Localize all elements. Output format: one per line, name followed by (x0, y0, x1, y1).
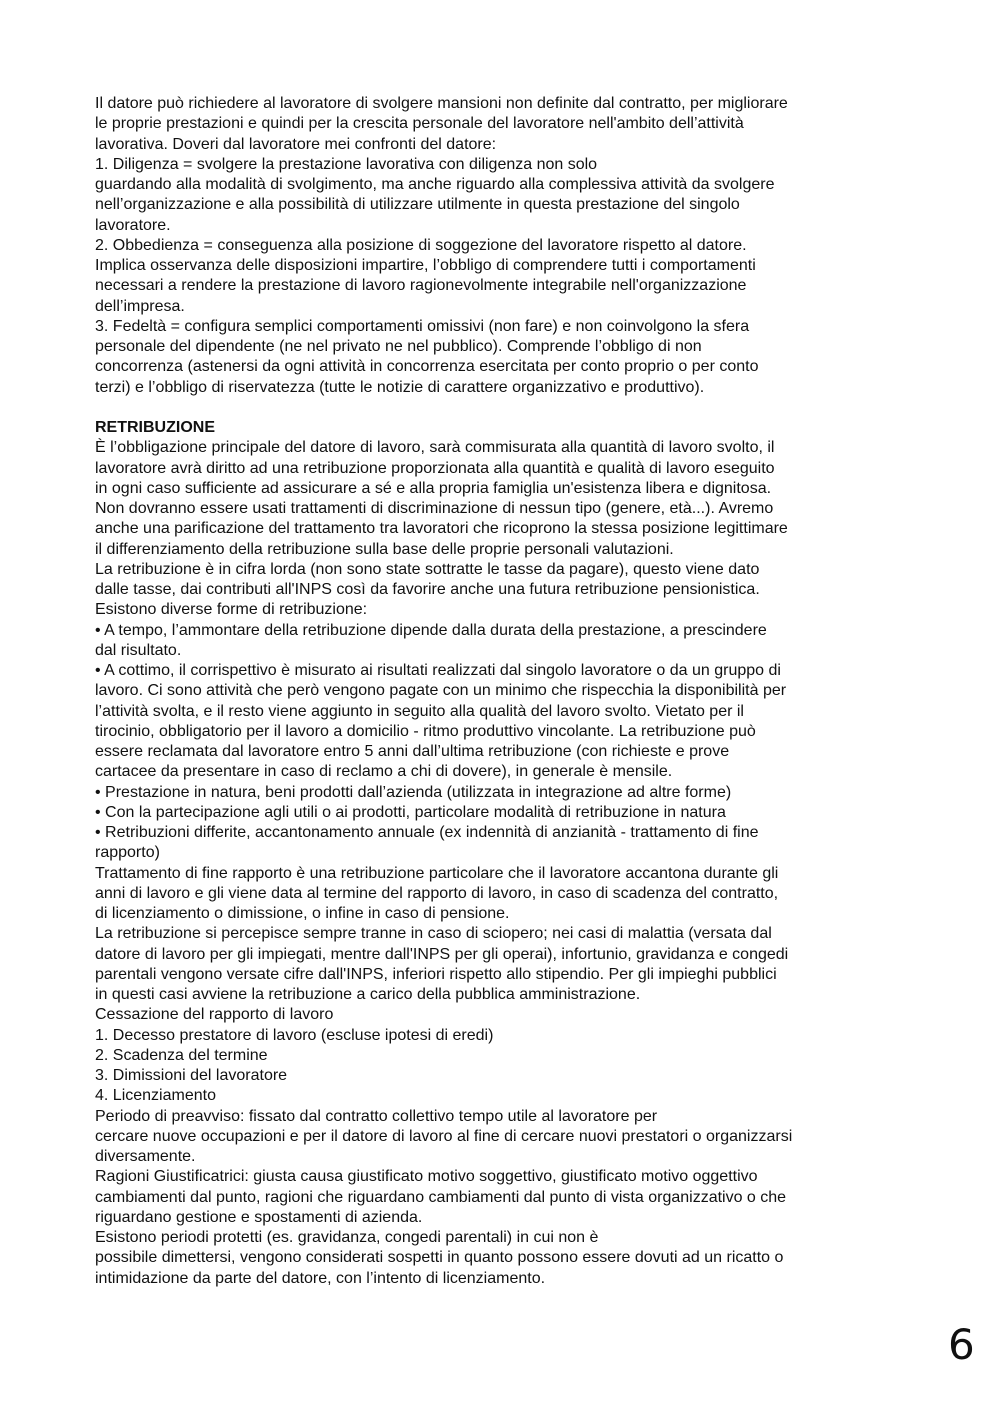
section-line: cambiamenti dal punto, ragioni che riguardano cambiamenti dal punto di vista organizzativo o che (95, 1188, 787, 1206)
section-line: rapporto) (95, 844, 160, 862)
section-line: riguardano gestione e spostamenti di azienda. (95, 1208, 423, 1226)
section-line: Esistono periodi protetti (es. gravidanza, congedi parentali) in cui non è (95, 1229, 599, 1246)
section-line: • A tempo, l’ammontare della retribuzione dipende dalla durata della prestazione, a prescindere (95, 621, 767, 639)
intro-line: lavoratore. (95, 216, 171, 234)
page-number: 6 (948, 1320, 975, 1369)
section-line: l’attività svolta, e il resto viene aggiunto in seguito alla qualità del lavoro svolto. Vietato per il (95, 702, 744, 720)
section-line: di licenziamento o dimissione, o infine in caso di pensione. (95, 905, 510, 922)
section-line: intimidazione da parte del datore, con l’intento di licenziamento. (95, 1269, 546, 1287)
section-line: cartacee da presentare in caso di reclamo a chi di dovere), in generale è mensile. (95, 763, 673, 781)
section-line: Trattamento di fine rapporto è una retribuzione particolare che il lavoratore accantona durante gli (95, 864, 779, 882)
section-line: • Retribuzioni differite, accantonamento annuale (ex indennità di anzianità - trattamento di fine (95, 824, 759, 841)
intro-line: necessari a rendere la prestazione di lavoro ragionevolmente integrabile nell'organizzazione (95, 277, 747, 295)
section-line: Non dovranno essere usati trattamenti di discriminazione di nessun tipo (genere, età...). Avremo (95, 500, 774, 517)
section-line: • Con la partecipazione agli utili o ai prodotti, particolare modalità di retribuzione in natura (95, 803, 726, 821)
section-line: dalle tasse, dai contributi all'INPS così da favorire anche una futura retribuzione pensionistica. (95, 581, 760, 598)
intro-line: 1. Diligenza = svolgere la prestazione lavorativa con diligenza non solo (95, 155, 598, 173)
section-line: diversamente. (95, 1148, 196, 1165)
intro-line: personale del dipendente (ne nel privato ne nel pubblico). Comprende l’obbligo di non (95, 338, 702, 355)
section-line: lavoro. Ci sono attività che però vengono pagate con un minimo che rispecchia la disponibilità per (95, 682, 787, 700)
section-line: datore di lavoro per gli impiegati, mentre dall'INPS per gli operai), infortunio, gravidanza e congedi (95, 945, 789, 963)
section-heading: RETRIBUZIONE (95, 419, 215, 436)
section-line: È l’obbligazione principale del datore di lavoro, sarà commisurata alla quantità di lavoro svolto, il (95, 439, 775, 457)
section-line: • A cottimo, il corrispettivo è misurato ai risultati realizzati dal singolo lavoratore o da un gruppo di (95, 662, 781, 679)
page-body (95, 94, 915, 1289)
section-line: • Prestazione in natura, beni prodotti dall’azienda (utilizzata in integrazione ad altre forme) (95, 783, 732, 801)
section-line: 3. Dimissioni del lavoratore (95, 1067, 288, 1084)
section-line: dal risultato. (95, 641, 182, 659)
intro-line: 2. Obbedienza = conseguenza alla posizione di soggezione del lavoratore rispetto al datore. (95, 236, 747, 254)
section-line: 4. Licenziamento (95, 1087, 216, 1105)
section-line: Esistono diverse forme di retribuzione: (95, 601, 368, 619)
intro-line: Implica osservanza delle disposizioni impartire, l’obbligo di comprendere tutti i comportamenti (95, 257, 756, 274)
section-line: Periodo di preavviso: fissato dal contratto collettivo tempo utile al lavoratore per (95, 1107, 658, 1125)
section-line: essere reclamata dal lavoratore entro 5 anni dall’ultima retribuzione (con richieste e prove (95, 743, 730, 760)
section-line: cercare nuove occupazioni e per il datore di lavoro al fine di cercare nuovi prestatori o organizzarsi (95, 1127, 793, 1145)
section-line: 1. Decesso prestatore di lavoro (escluse ipotesi di eredi) (95, 1026, 494, 1044)
intro-line: concorrenza (astenersi da ogni attività in concorrenza esercitata per conto proprio o per conto (95, 358, 759, 376)
section-body (95, 438, 915, 1289)
intro-paragraph (95, 94, 915, 398)
intro-line: terzi) e l’obbligo di riservatezza (tutte le notizie di carattere organizzativo e produttivo). (95, 378, 705, 396)
section-line: anche una parificazione del trattamento tra lavoratori che ricoprono la stessa posizione legittimare (95, 520, 788, 538)
intro-line: guardando alla modalità di svolgimento, ma anche riguardo alla complessiva attività da svolgere (95, 176, 775, 193)
section-line: possibile dimettersi, vengono considerati sospetti in quanto possono essere dovuti ad un ricatto o (95, 1249, 784, 1267)
section-line: Cessazione del rapporto di lavoro (95, 1006, 334, 1024)
section-line: La retribuzione è in cifra lorda (non sono state sottratte le tasse da pagare), questo viene dato (95, 560, 760, 578)
intro-line: 3. Fedeltà = configura semplici comportamenti omissivi (non fare) e non coinvolgono la sfera (95, 317, 750, 335)
section-line: tirocinio, obbligatorio per il lavoro a domicilio - ritmo produttivo vincolante. La retribuzione può (95, 722, 756, 740)
section-line: anni di lavoro e gli viene data al termine del rapporto di lavoro, in caso di scadenza del contratto, (95, 884, 779, 902)
intro-line: nell’organizzazione e alla possibilità di utilizzare utilmente in questa prestazione del singolo (95, 196, 740, 214)
section-line: La retribuzione si percepisce sempre tranne in caso di sciopero; nei casi di malattia (versata dal (95, 925, 772, 943)
intro-line: dell’impresa. (95, 297, 185, 315)
paragraph-spacer (95, 398, 915, 418)
section-line: 2. Scadenza del termine (95, 1046, 268, 1064)
section-line: parentali vengono versate cifre dall'INPS, inferiori rispetto allo stipendio. Per gli impieghi pubblici (95, 965, 777, 983)
section-line: in ogni caso sufficiente ad assicurare a sé e alla propria famiglia un'esistenza libera e dignitosa. (95, 479, 772, 497)
intro-line: lavorativa. Doveri dal lavoratore mei confronti del datore: (95, 135, 497, 153)
section-line: il differenziamento della retribuzione sulla base delle proprie personali valutazioni. (95, 540, 674, 558)
intro-line: le proprie prestazioni e quindi per la crescita personale del lavoratore nell'ambito dell’attività (95, 115, 744, 133)
section-line: in questi casi avviene la retribuzione a carico della pubblica amministrazione. (95, 986, 641, 1003)
section-line: lavoratore avrà diritto ad una retribuzione proporzionata alla quantità e qualità di lavoro eseguito (95, 459, 775, 477)
intro-line: Il datore può richiedere al lavoratore di svolgere mansioni non definite dal contratto, per migliorare (95, 95, 788, 112)
section-line: Ragioni Giustificatrici: giusta causa giustificato motivo soggettivo, giustificato motivo oggettivo (95, 1168, 758, 1186)
